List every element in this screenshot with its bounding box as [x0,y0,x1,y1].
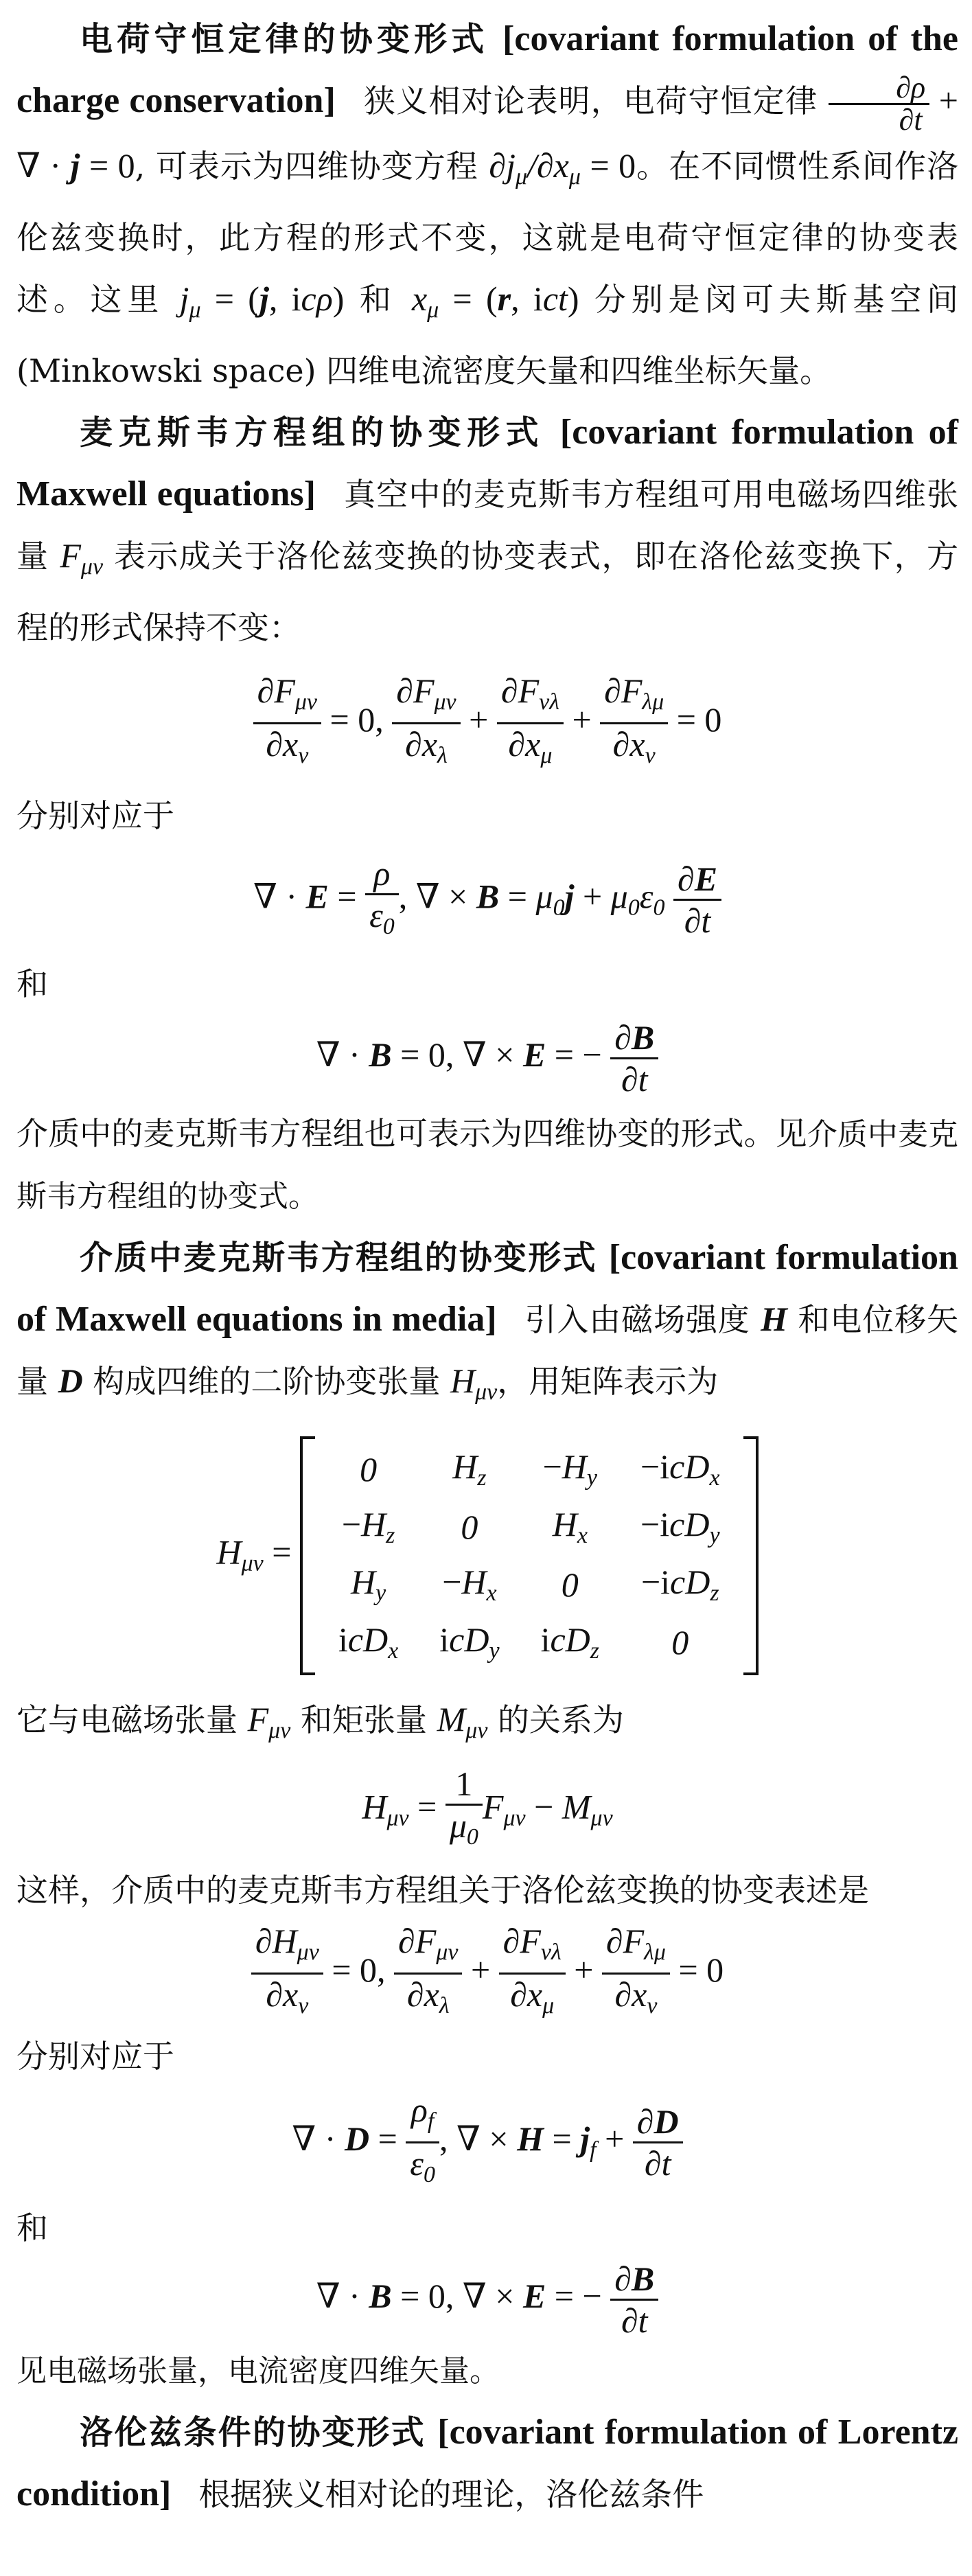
media-paragraph: 介质中麦克斯韦方程组的协变形式 [covariant formulation of Maxwell equations in media] 引入由磁场强度 H 和电位移矢量 D 构成四维的二阶协变张量 $H_{\mu\nu}$，用矩阵表示为 [16,1237,959,1405]
current-def: $j_\mu = (j$, icρ) [179,279,345,323]
media-tensor-equation: $\partial H_{\mu\nu}$ $\partial x_\nu$ = 0, $\partial F_{\mu\nu}$ $\partial x_\lambda$ + $\partial F_{\nu\lambda}$ $\partial x_\mu$ + $\partial F_{\lambda\mu}$ $\partial x_\nu$ = 0 [16,1921,958,2026]
maxwell-heading: 麦克斯韦方程组的协变形式 [80,413,544,452]
coord-def: $x_\mu = (r$, ict) [411,279,579,323]
charge-4d-equation: $\partial j_\mu/\partial x_\mu = 0$ [489,146,636,189]
charge-text-2: 可表示为四维协变方程 [155,147,478,185]
matrix-bracket: 0 $H_z$ $-H_y$ −icD$_x$ $-H_z$ 0 $H_x$ −icD$_y$ $H_y$ $-H_x$ 0 −icD$_z$ icD$_x$ icD$_y$ icD$_z$ 0 [300,1436,759,1675]
media-see-also: 见电磁场张量，电流密度四维矢量。 [16,2353,500,2389]
relation-text-3: 的关系为 [498,1701,625,1738]
media-english-term: [covariant formulation of Maxwell equations in media] [16,1237,958,1339]
lorentz-paragraph [16,2402,958,2525]
relation-sentence: 它与电磁场张量 $F_{\mu\nu}$ 和矩张量 $M_{\mu\nu}$ 的关系为 [16,1699,625,1743]
maxwell-text-2: 表示成关于洛伦兹变换的协变表式，即在洛伦兹变换下，方程的形式保持不变： [16,537,959,646]
relation-text-2: 和矩张量 [300,1701,427,1738]
media-text-1: 引入由磁场强度 [524,1300,750,1338]
lorentz-text-1: 根据狭义相对论的理论，洛伦兹条件 [198,2475,704,2513]
media-vector-eq-2: ∇ · B = 0, ∇ × E = − $\frac{\partial B}{\partial t}$ [16,2259,958,2341]
maxwell-media-text: 介质中的麦克斯韦方程组也可表示为四维协变的形式。见 [16,1114,807,1152]
maxwell-corr-label: 分别对应于 [16,796,174,834]
maxwell-media-note [16,1103,958,1227]
media-vector-eq-1: ∇ · D = $\frac{\rho_f}{\varepsilon_0}$ , ∇ × $H = j_f$ + $\frac{\partial D}{\partial t}$ [16,2090,958,2195]
maxwell-paragraph: 麦克斯韦方程组的协变形式 [covariant formulation of Maxwell equations] 真空中的麦克斯韦方程组可用电磁场四维张量 $F_{\mu\nu}$ 表示成关于洛伦兹变换的协变表式，即在洛伦兹变换下，方程的形式保持不变： [16,412,959,646]
charge-text-4: 分别是闵可夫斯基空间 (Minkowski space) 四维电流密度矢量和四维坐标矢量。 [16,280,958,389]
media-and-label: 和 [16,2209,48,2246]
charge-text-1: 狭义相对论表明，电荷守恒定律 [362,82,818,119]
h-relation-equation: $H_{\mu\nu}$ = $\frac{1}{\mu_0}$ $F_{\mu\nu} - M_{\mu\nu}$ [362,1764,613,1850]
drho-dt-fraction: $\frac{\partial\rho}{\partial t}$ [829,73,929,135]
maxwell-english-term: [covariant formulation of Maxwell equations] [16,412,958,514]
maxwell-vector-eq-1: ∇ · E = $\frac{\rho}{\varepsilon_0}$ , ∇ × $B = \mu_0j + \mu_0\varepsilon_0$ $\frac{\partial E}{\partial t}$ [16,853,958,947]
media-text-3: 构成四维的二阶协变张量 [93,1362,441,1400]
maxwell-and-label: 和 [16,965,48,1002]
charge-text-3: 在不同惯性系间作洛伦兹变换时，此方程的形式不变，这就是电荷守恒定律的协变表述。这里 [16,147,959,318]
charge-english-term: [covariant formulation of the charge conservation] [16,19,958,120]
relation-text-1: 它与电磁场张量 [16,1701,238,1738]
media-thus-text: 这样，介质中的麦克斯韦方程组关于洛伦兹变换的协变表述是 [16,1871,869,1909]
lorentz-english-term: [covariant formulation of Lorentz condition] [16,2412,958,2514]
maxwell-text-1: 真空中的麦克斯韦方程组可用电磁场四维张量 [16,475,959,575]
maxwell-tensor-equation: $\partial F_{\mu\nu}$ $\partial x_\nu$ = 0, $\partial F_{\mu\nu}$ $\partial x_\lambda$ + $\partial F_{\nu\lambda}$ $\partial x_\mu$ + $\partial F_{\lambda\mu}$ $\partial x_\nu$ = 0 [16,671,958,776]
document-page [16,0,958,2576]
see-media-link: 介质中麦克斯韦方程组的协变式。 [16,1116,959,1214]
media-heading: 介质中麦克斯韦方程组的协变形式 [80,1238,597,1277]
media-text-2: 和电位移矢量 [16,1300,959,1400]
lorentz-heading: 洛伦兹条件的协变形式 [80,2413,426,2452]
maxwell-vector-eq-2: ∇ · B = 0, ∇ × E = − $\frac{\partial B}{\partial t}$ [16,1017,958,1099]
charge-conservation-paragraph: 电荷守恒定律的协变形式 [covariant formulation of the charge conservation] 狭义相对论表明，电荷守恒定律 $\frac{\partial\rho}{\partial t}$ + ∇ · j = 0, 可表示为四维协变方程 $\partial j_\mu/\partial x_\mu = 0$。在不同惯性系间作洛伦兹变换时，此方程的形式不变，这就是电荷守恒定律的协变表述。这里 $j_\mu = (j$, icρ) 和 $x_\mu = (r$, ict) 分别是闵可夫斯基空间 (Minkowski space) 四维电流密度矢量和四维坐标矢量。 [16,19,959,389]
charge-heading: 电荷守恒定律的协变形式 [80,20,489,58]
h-tensor-matrix: $H_{\mu\nu}$ = 0 $H_z$ $-H_y$ −icD$_x$ $-H_z$ 0 $H_x$ −icD$_y$ $H_y$ $-H_x$ 0 −icD$_z$ icD$_x$ icD$_y$ icD$_z$ 0 [16,1436,958,1675]
media-corr-label: 分别对应于 [16,2037,174,2075]
media-text-4: 用矩阵表示为 [529,1362,719,1400]
